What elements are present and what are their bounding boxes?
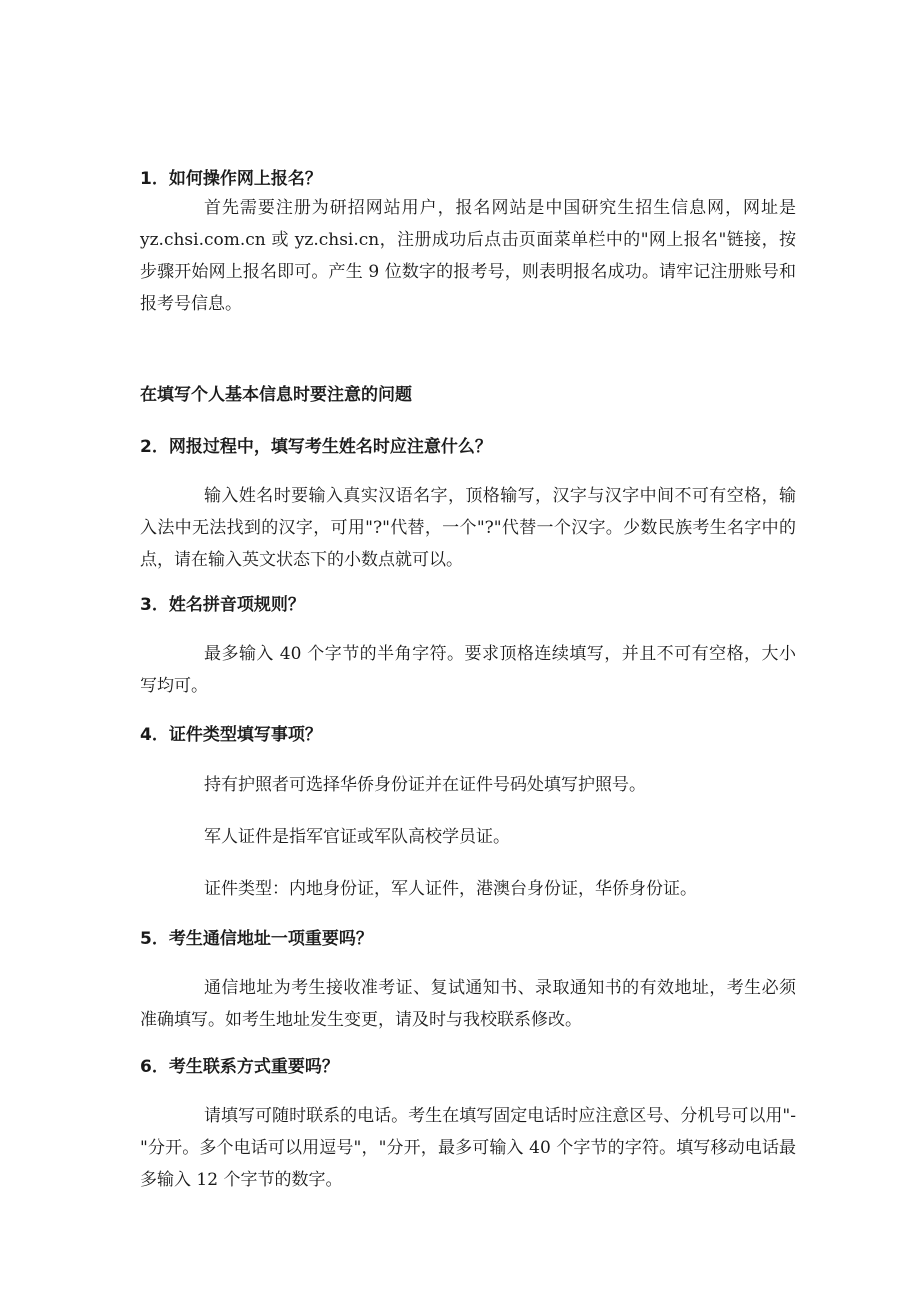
question-4-heading: 4．证件类型填写事项？ bbox=[140, 725, 322, 745]
question-4-answer-line-2: 军人证件是指军官证或军队高校学员证。 bbox=[204, 827, 510, 847]
question-4-answer-line-3: 证件类型：内地身份证，军人证件，港澳台身份证，华侨身份证。 bbox=[204, 879, 697, 899]
question-5-answer: 通信地址为考生接收准考证、复试通知书、录取通知书的有效地址，考生必须准确填写。如考生地址发生变更，请及时与我校联系修改。 bbox=[140, 978, 796, 1030]
question-6-answer: 请填写可随时联系的电话。考生在填写固定电话时应注意区号、分机号可以用"-"分开。多个电话可以用逗号"，"分开，最多可输入 40 个字节的字符。填写移动电话最多输入 12 个字节的数字。 bbox=[140, 1106, 796, 1190]
question-6-heading: 6．考生联系方式重要吗？ bbox=[140, 1057, 339, 1077]
question-2-heading: 2．网报过程中，填写考生姓名时应注意什么？ bbox=[140, 437, 492, 457]
question-1-heading: 1．如何操作网上报名？ bbox=[140, 169, 322, 189]
question-4-answer-line-1: 持有护照者可选择华侨身份证并在证件号码处填写护照号。 bbox=[204, 775, 646, 795]
question-2-answer: 输入姓名时要输入真实汉语名字，顶格输写，汉字与汉字中间不可有空格，输入法中无法找到的汉字，可用"?"代替，一个"?"代替一个汉字。少数民族考生名字中的点，请在输入英文状态下的小数点就可以。 bbox=[140, 486, 796, 570]
question-3-heading: 3．姓名拼音项规则？ bbox=[140, 595, 305, 615]
question-5-heading: 5．考生通信地址一项重要吗？ bbox=[140, 929, 373, 949]
section-title: 在填写个人基本信息时要注意的问题 bbox=[140, 385, 412, 405]
question-1-answer: 首先需要注册为研招网站用户，报名网站是中国研究生招生信息网，网址是 yz.chsi.com.cn 或 yz.chsi.cn，注册成功后点击页面菜单栏中的"网上报名"链接，按步骤开始网上报名即可。产生 9 位数字的报考号，则表明报名成功。请牢记注册账号和报考号信息。 bbox=[140, 198, 796, 314]
question-3-answer: 最多输入 40 个字节的半角字符。要求顶格连续填写，并且不可有空格，大小写均可。 bbox=[140, 644, 796, 696]
